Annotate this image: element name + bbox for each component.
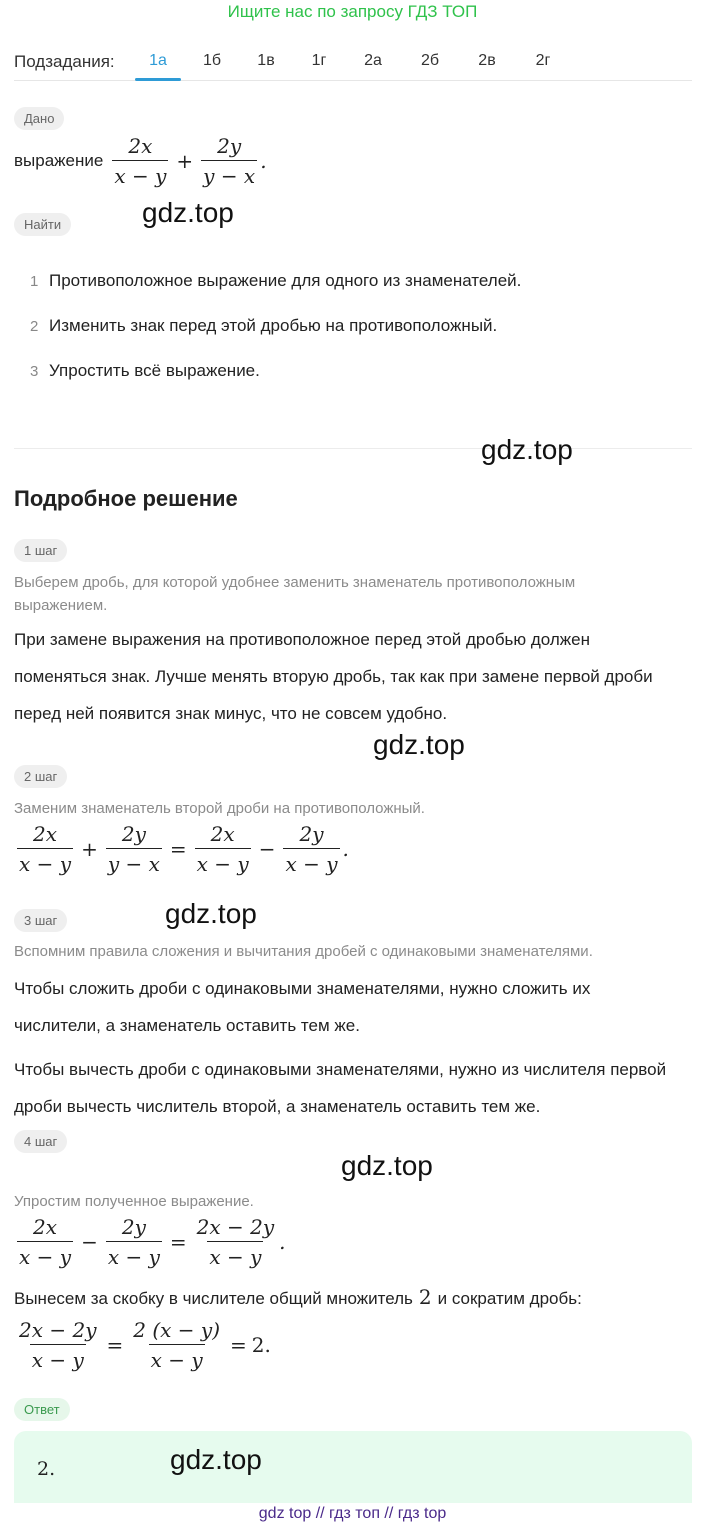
equals-sign: = bbox=[230, 1333, 247, 1357]
period: . bbox=[279, 1230, 286, 1254]
fraction-numerator: 2x bbox=[210, 822, 235, 846]
answer-value: 2. bbox=[37, 1458, 56, 1480]
fraction-denominator: x − y bbox=[112, 160, 168, 188]
subtasks-label: Подзадания: bbox=[14, 52, 115, 71]
fraction-denominator: x − y bbox=[195, 848, 251, 876]
tab-1b[interactable]: 1б bbox=[202, 52, 222, 69]
step2-hint: Заменим знаменатель второй дроби на противоположный. bbox=[14, 800, 425, 817]
hint-number: 3 bbox=[30, 363, 39, 380]
hint-text: Изменить знак перед этой дробью на противоположный. bbox=[49, 316, 498, 335]
watermark: gdz.top bbox=[341, 1150, 433, 1181]
tab-1g[interactable]: 1г bbox=[311, 52, 327, 69]
fraction-numerator: 2y bbox=[121, 1215, 146, 1239]
fraction-denominator: x − y bbox=[283, 848, 339, 876]
step4-equation-2 bbox=[14, 1318, 271, 1372]
fraction-numerator: 2y bbox=[217, 134, 242, 158]
step3-hint: Вспомним правила сложения и вычитания дробей с одинаковыми знаменателями. bbox=[14, 943, 593, 960]
footer-links[interactable]: gdz top // гдз топ // гдз top bbox=[258, 1505, 447, 1522]
step4-text-after: и сократим дробь: bbox=[437, 1289, 582, 1308]
step1-hint: Выберем дробь, для которой удобнее заменить знаменатель противоположным выражением. bbox=[14, 574, 576, 614]
watermark: gdz.top bbox=[170, 1444, 262, 1475]
fraction-numerator: 2x − 2y bbox=[196, 1215, 275, 1239]
step3-badge: 3 шаг bbox=[14, 909, 67, 932]
period: . bbox=[342, 837, 349, 861]
minus-sign: − bbox=[81, 1230, 98, 1254]
given-badge: Дано bbox=[14, 107, 64, 130]
fraction-denominator: x − y bbox=[149, 1344, 205, 1372]
fraction-numerator: 2x − 2y bbox=[19, 1318, 97, 1342]
step1-text: При замене выражения на противоположное перед этой дробью должен поменяться знак. Лучше менять вторую дробь, так как при замене первой дроби перед ней появится знак минус, что не совсем удобно. bbox=[14, 630, 653, 723]
given-prefix: выражение bbox=[14, 151, 104, 170]
minus-sign: − bbox=[258, 837, 276, 861]
fraction-numerator: 2x bbox=[33, 1215, 58, 1239]
step4-hint: Упростим полученное выражение. bbox=[14, 1193, 254, 1210]
plus-sign: + bbox=[81, 837, 98, 861]
step4-factor-sentence bbox=[14, 1285, 582, 1309]
step3-text-addition: Чтобы сложить дроби с одинаковыми знаменателями, нужно сложить их числители, а знаменатель оставить тем же. bbox=[14, 979, 591, 1035]
find-badge: Найти bbox=[14, 213, 71, 236]
fraction-denominator: x − y bbox=[106, 1241, 162, 1269]
step4-equation-1 bbox=[14, 1215, 286, 1269]
answer-box bbox=[14, 1431, 692, 1503]
hint-text: Противоположное выражение для одного из знаменателей. bbox=[49, 271, 522, 290]
step4-badge: 4 шаг bbox=[14, 1130, 67, 1153]
hint-text: Упростить всё выражение. bbox=[49, 361, 260, 380]
fraction-numerator: 2y bbox=[121, 822, 146, 846]
step2-equation bbox=[14, 822, 349, 876]
tab-1a[interactable]: 1а bbox=[149, 52, 167, 69]
step2-badge: 2 шаг bbox=[14, 765, 67, 788]
fraction-denominator: x − y bbox=[207, 1241, 263, 1269]
tab-2g[interactable]: 2г bbox=[535, 52, 551, 69]
section-divider bbox=[14, 448, 692, 449]
tab-2v[interactable]: 2в bbox=[478, 52, 496, 69]
plus-sign: + bbox=[176, 149, 194, 173]
fraction-numerator: 2y bbox=[299, 822, 324, 846]
hint-number: 2 bbox=[30, 318, 39, 335]
active-tab-indicator bbox=[135, 78, 181, 81]
fraction-denominator: x − y bbox=[17, 848, 73, 876]
fraction-numerator: 2 (x − y) bbox=[133, 1318, 221, 1342]
watermark: gdz.top bbox=[142, 197, 234, 228]
fraction-denominator: y − x bbox=[201, 160, 257, 188]
step3-text-subtraction: Чтобы вычесть дроби с одинаковыми знаменателями, нужно из числителя первой дроби вычесть числитель второй, а знаменатель оставить тем же. bbox=[14, 1060, 667, 1116]
tab-1v[interactable]: 1в bbox=[257, 52, 275, 69]
fraction-numerator: 2x bbox=[33, 822, 58, 846]
common-factor: 2 bbox=[418, 1285, 432, 1309]
result-value: 2. bbox=[251, 1333, 271, 1357]
search-banner: Ищите нас по запросу ГДЗ ТОП bbox=[227, 2, 478, 21]
equals-sign: = bbox=[169, 1230, 187, 1254]
tabs-divider bbox=[14, 80, 692, 81]
equals-sign: = bbox=[169, 837, 187, 861]
given-expression bbox=[14, 134, 267, 188]
solution-title: Подробное решение bbox=[14, 486, 238, 511]
fraction-denominator: x − y bbox=[30, 1344, 86, 1372]
step1-badge: 1 шаг bbox=[14, 539, 67, 562]
tab-2a[interactable]: 2а bbox=[364, 52, 382, 69]
watermark: gdz.top bbox=[481, 434, 573, 465]
fraction-numerator: 2x bbox=[128, 134, 153, 158]
fraction-denominator: y − x bbox=[106, 848, 162, 876]
hint-number: 1 bbox=[30, 273, 39, 290]
tab-2b[interactable]: 2б bbox=[420, 52, 440, 69]
step4-text-before: Вынесем за скобку в числителе общий множитель bbox=[14, 1289, 413, 1308]
period: . bbox=[260, 149, 267, 173]
answer-badge: Ответ bbox=[14, 1398, 70, 1421]
equals-sign: = bbox=[106, 1333, 124, 1357]
watermark: gdz.top bbox=[165, 898, 257, 929]
fraction-denominator: x − y bbox=[17, 1241, 73, 1269]
watermark: gdz.top bbox=[373, 729, 465, 760]
